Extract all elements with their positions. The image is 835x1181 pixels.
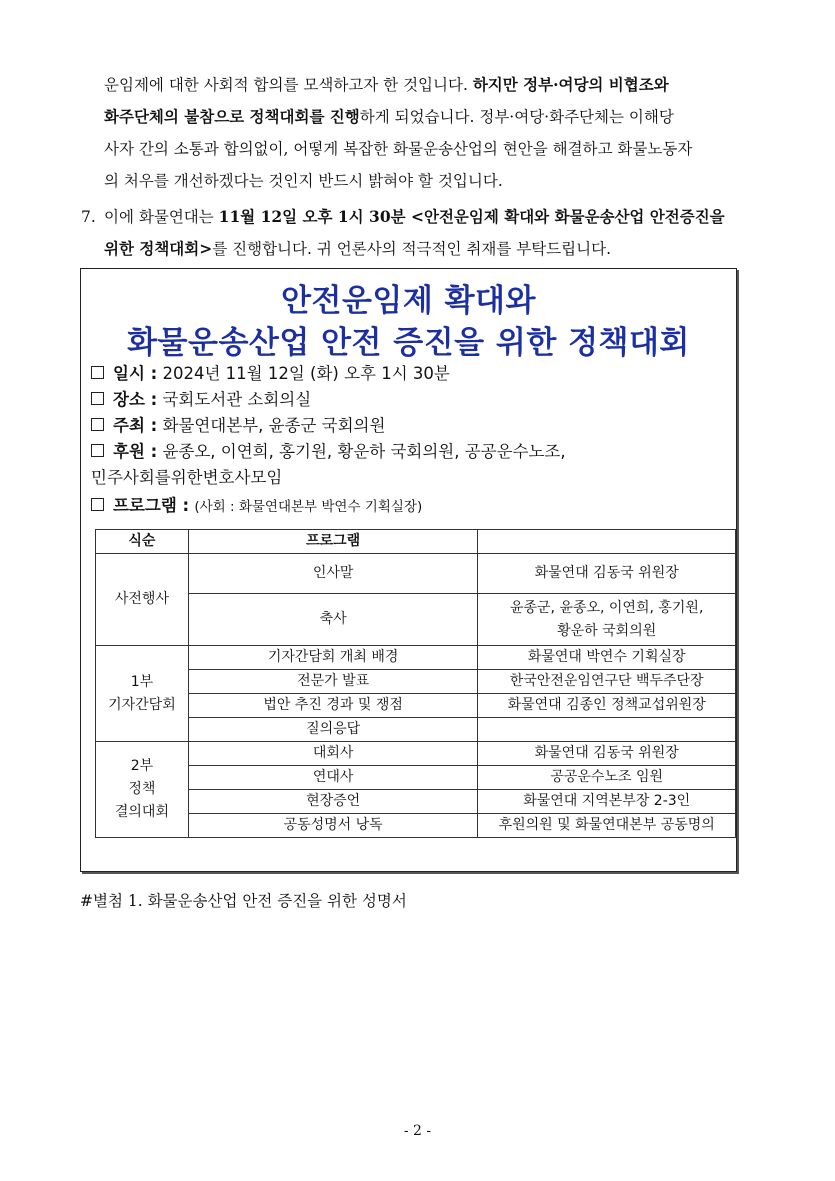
table-row <box>96 670 736 694</box>
event-title-line-2: 화물운송산업 안전 증진을 위한 정책대회 <box>127 325 690 361</box>
table-row <box>96 694 736 718</box>
checkbox-icon <box>91 392 104 405</box>
program-cell: 법안 추진 경과 및 쟁점 <box>188 694 478 718</box>
attachment-note: #별첨 1. 화물운송산업 안전 증진을 위한 성명서 <box>80 892 407 910</box>
event-info-box <box>80 268 737 872</box>
header-program: 프로그램 <box>188 530 478 554</box>
checkbox-icon <box>91 498 104 511</box>
program-cell: 기자간담회 개최 배경 <box>188 646 478 670</box>
speaker-cell <box>478 718 736 742</box>
table-row <box>96 646 736 670</box>
checkbox-icon <box>91 418 104 431</box>
program-cell: 현장증언 <box>188 790 478 814</box>
header-order: 식순 <box>96 530 189 554</box>
info-place: 장소 : 국회도서관 소회의실 <box>91 387 311 413</box>
event-title-line-1: 안전운임제 확대와 <box>281 283 536 319</box>
speaker-cell: 화물연대 박연수 기획실장 <box>478 646 736 670</box>
para-line-1: 운임제에 대한 사회적 합의를 모색하고자 한 것입니다. 하지만 정부·여당의 비협조와 <box>104 75 669 94</box>
item-7-line-1: 이에 화물연대는 11월 12일 오후 1시 30분 <안전운임제 확대와 화물운송산업 안전증진을 <box>104 207 725 226</box>
speaker-cell: 윤종군, 윤종오, 이연희, 홍기원, 황운하 국회의원 <box>478 594 736 646</box>
table-row <box>96 554 736 594</box>
table-row <box>96 594 736 646</box>
table-row <box>96 742 736 766</box>
para-line-3: 사자 간의 소통과 합의없이, 어떻게 복잡한 화물운송산업의 현안을 해결하고 화물노동자 <box>104 140 693 158</box>
info-program: 프로그램 : (사회 : 화물연대본부 박연수 기획실장) <box>91 493 422 520</box>
speaker-cell: 화물연대 김동국 위원장 <box>478 554 736 594</box>
info-sponsor-line-2: 민주사회를위한변호사모임 <box>91 468 283 487</box>
info-host: 주최 : 화물연대본부, 윤종군 국회의원 <box>91 413 385 439</box>
page-number: - 2 - <box>403 1123 432 1139</box>
info-sponsor: 후원 : 윤종오, 이연희, 홍기원, 황운하 국회의원, 공공운수노조, <box>91 439 566 465</box>
program-cell: 연대사 <box>188 766 478 790</box>
table-row <box>96 814 736 838</box>
checkbox-icon <box>91 366 104 379</box>
speaker-cell: 화물연대 지역본부장 2-3인 <box>478 790 736 814</box>
item-number: 7. <box>81 208 96 226</box>
table-row <box>96 790 736 814</box>
section-press-conference: 1부 기자간담회 <box>96 646 189 742</box>
table-row <box>96 766 736 790</box>
section-pre-event: 사전행사 <box>96 554 189 646</box>
info-date: 일시 : 2024년 11월 12일 (화) 오후 1시 30분 <box>91 361 450 387</box>
program-cell: 대회사 <box>188 742 478 766</box>
speaker-cell: 공공운수노조 임원 <box>478 766 736 790</box>
para-line-4: 의 처우를 개선하겠다는 것인지 반드시 밝혀야 할 것입니다. <box>104 172 503 190</box>
program-cell: 질의응답 <box>188 718 478 742</box>
item-7-text <box>104 201 757 265</box>
speaker-cell: 한국안전운임연구단 백두주단장 <box>478 670 736 694</box>
checkbox-icon <box>91 444 104 457</box>
table-row <box>96 718 736 742</box>
program-cell: 전문가 발표 <box>188 670 478 694</box>
speaker-cell: 화물연대 김종인 정책교섭위원장 <box>478 694 736 718</box>
section-policy-rally: 2부 정책 결의대회 <box>96 742 189 838</box>
program-cell: 공동성명서 낭독 <box>188 814 478 838</box>
program-cell: 인사말 <box>188 554 478 594</box>
program-table <box>95 529 736 838</box>
header-speaker <box>478 530 736 554</box>
speaker-cell: 후원의원 및 화물연대본부 공동명의 <box>478 814 736 838</box>
speaker-cell: 화물연대 김동국 위원장 <box>478 742 736 766</box>
para-line-2: 화주단체의 불참으로 정책대회를 진행하게 되었습니다. 정부·여당·화주단체는 이해당 <box>104 107 674 126</box>
table-header-row <box>96 530 736 554</box>
program-cell: 축사 <box>188 594 478 646</box>
item-7-line-2: 위한 정책대회>를 진행합니다. 귀 언론사의 적극적인 취재를 부탁드립니다. <box>104 239 612 258</box>
paragraph-6-continued <box>104 69 756 197</box>
